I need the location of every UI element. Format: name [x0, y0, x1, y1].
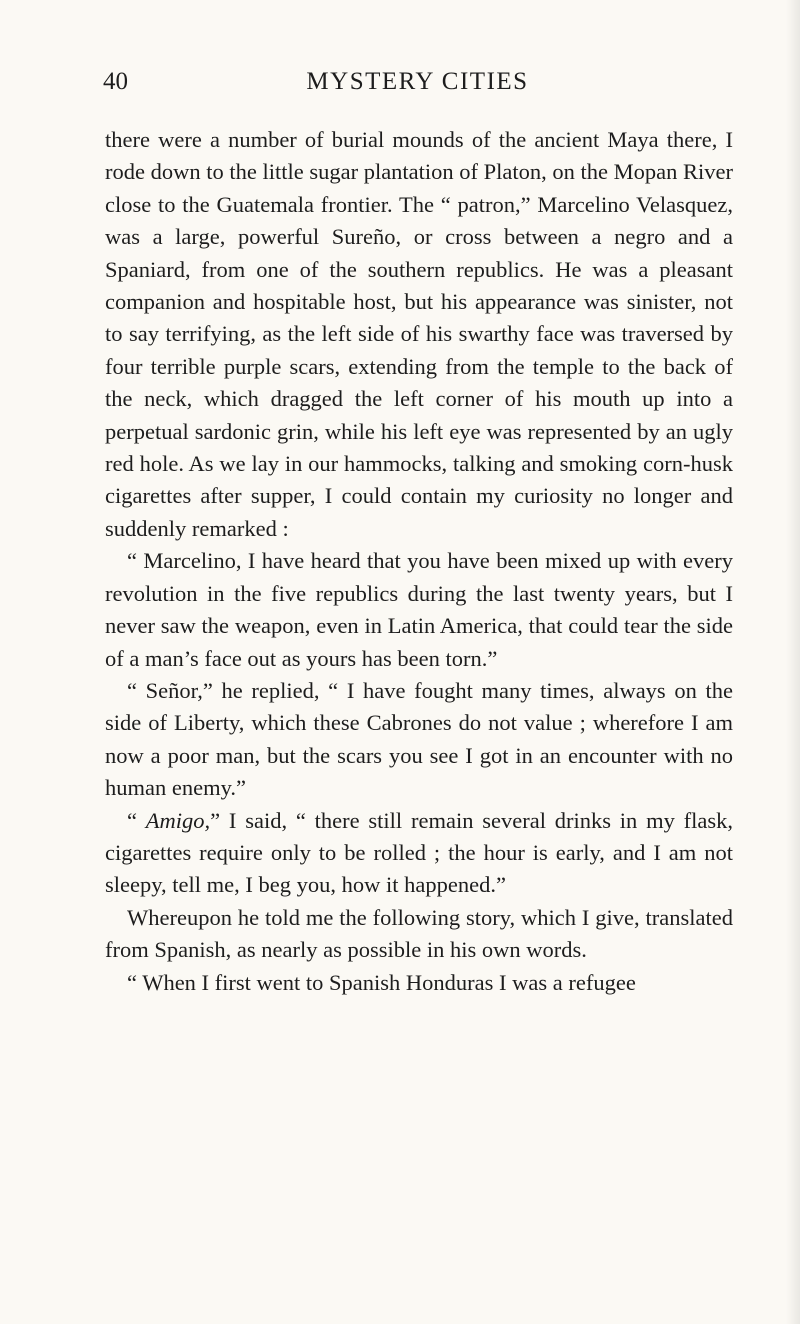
paragraph-1: there were a number of burial mounds of the ancient Maya there, I rode down to the little sugar plantation of Platon, on the Mopan River close to the Guatemala frontier. The “ patron,” Marcelino Velasquez, was a large, powerful Sureño, or cross between a negro and a Spaniard, from one of the southern republics. He was a pleasant companion and hospitable host, but his appearance was sinister, not to say terrifying, as the left side of his swarthy face was traversed by four terrible purple scars, extending from the temple to the back of the neck, which dragged the left corner of his mouth up into a perpetual sardonic grin, while his left eye was represented by an ugly red hole. As we lay in our hammocks, talking and smoking corn-husk cigarettes after supper, I could contain my curiosity no longer and suddenly remarked : [105, 127, 734, 541]
body-text [105, 124, 733, 999]
running-head: MYSTERY CITIES [306, 68, 529, 95]
paragraph-5: Whereupon he told me the following story, which I give, translated from Spanish, as nearly as possible in his own words. [105, 904, 733, 963]
italic-amigo: Amigo, [145, 807, 211, 833]
paragraph-2: “ Marcelino, I have heard that you have been mixed up with every revolution in the five republics during the last twenty years, but I never saw the weapon, even in Latin America, that could tear the side of a man’s face out as yours has been torn.” [105, 548, 733, 671]
page-number: 40 [103, 68, 128, 95]
open-quote: “ [127, 807, 146, 833]
paragraph-6: “ When I first went to Spanish Honduras I was a refugee [127, 969, 636, 995]
page-header [103, 68, 732, 102]
paragraph-4 [105, 805, 733, 902]
paragraph-3: “ Señor,” he replied, “ I have fought many times, always on the side of Liberty, which these Cabrones do not value ; wherefore I am now a poor man, but the scars you see I got in an encounter with no human enemy.” [105, 677, 733, 801]
page-edge-shadow [786, 0, 800, 1324]
paragraph-4-rest: ” I said, “ there still remain several drinks in my flask, cigarettes require only to be rolled ; the hour is early, and I am not sleepy, tell me, I beg you, how it happened.” [105, 807, 733, 898]
